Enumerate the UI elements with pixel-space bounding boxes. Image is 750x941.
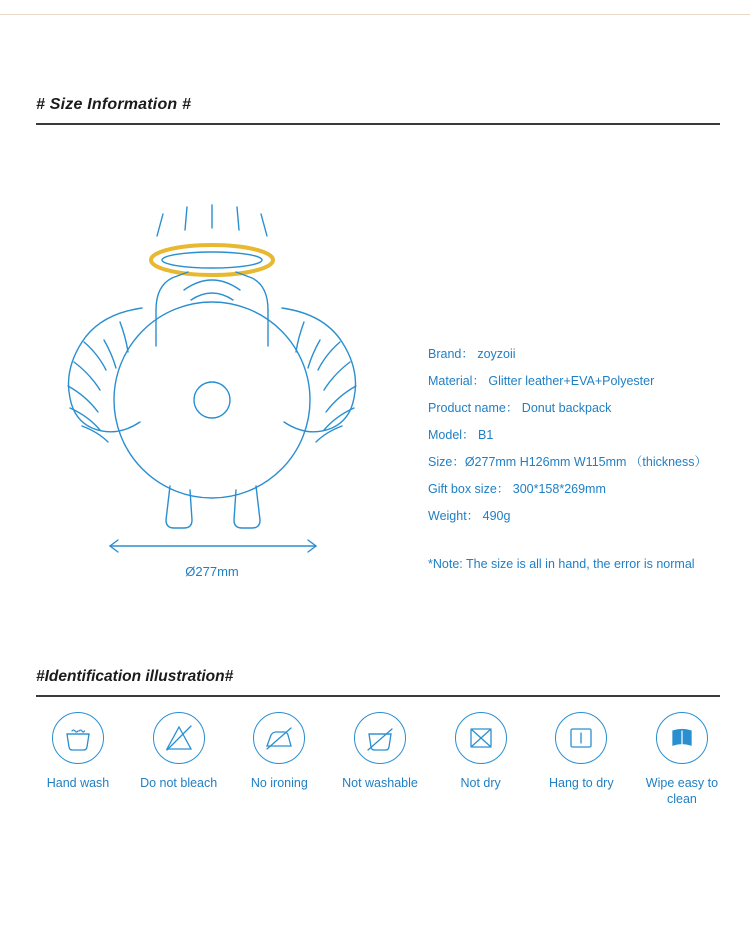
care-label-not-dry: Not dry <box>460 776 501 790</box>
spec-size: Size：Ø277mm H126mm W115mm （thickness） <box>428 455 708 469</box>
care-item-not-washable <box>332 712 428 807</box>
no-ironing-icon <box>253 712 305 764</box>
care-item-hand-wash <box>30 712 126 807</box>
not-washable-icon <box>354 712 406 764</box>
care-item-wipe-clean <box>634 712 730 807</box>
size-header-divider <box>36 123 720 125</box>
care-label-wipe-clean: Wipe easy to clean <box>645 776 719 806</box>
spec-weight: Weight： 490g <box>428 509 511 523</box>
wipe-clean-icon <box>656 712 708 764</box>
spec-product-name: Product name： Donut backpack <box>428 401 612 415</box>
spec-brand: Brand： zoyzoii <box>428 347 516 361</box>
top-divider <box>0 14 750 15</box>
care-item-no-ironing <box>231 712 327 807</box>
donut-backpack-drawing <box>44 190 384 600</box>
care-label-hang-to-dry: Hang to dry <box>548 776 614 790</box>
spec-note: *Note: The size is all in hand, the error is normal <box>428 557 695 571</box>
care-label-not-washable: Not washable <box>342 776 418 790</box>
identification-header-divider <box>36 695 720 697</box>
not-dry-icon <box>455 712 507 764</box>
care-item-do-not-bleach <box>131 712 227 807</box>
size-information-header <box>36 96 720 125</box>
identification-title: #Identification illustration# <box>36 668 234 685</box>
do-not-bleach-icon <box>153 712 205 764</box>
care-label-no-ironing: No ironing <box>250 776 308 790</box>
hand-wash-icon <box>52 712 104 764</box>
product-illustration <box>44 190 384 600</box>
dimension-label: Ø277mm <box>185 564 239 579</box>
spec-material: Material： Glitter leather+EVA+Polyester <box>428 374 655 388</box>
size-information-title: # Size Information # <box>36 96 192 113</box>
care-instructions-row <box>30 712 730 807</box>
care-label-do-not-bleach: Do not bleach <box>140 776 218 790</box>
care-item-hang-to-dry <box>533 712 629 807</box>
spec-model: Model： B1 <box>428 428 494 442</box>
care-label-hand-wash: Hand wash <box>46 776 110 790</box>
spec-gift-box-size: Gift box size： 300*158*269mm <box>428 482 606 496</box>
spec-list <box>428 341 740 571</box>
hang-to-dry-icon <box>555 712 607 764</box>
identification-header <box>36 668 720 697</box>
care-item-not-dry <box>433 712 529 807</box>
